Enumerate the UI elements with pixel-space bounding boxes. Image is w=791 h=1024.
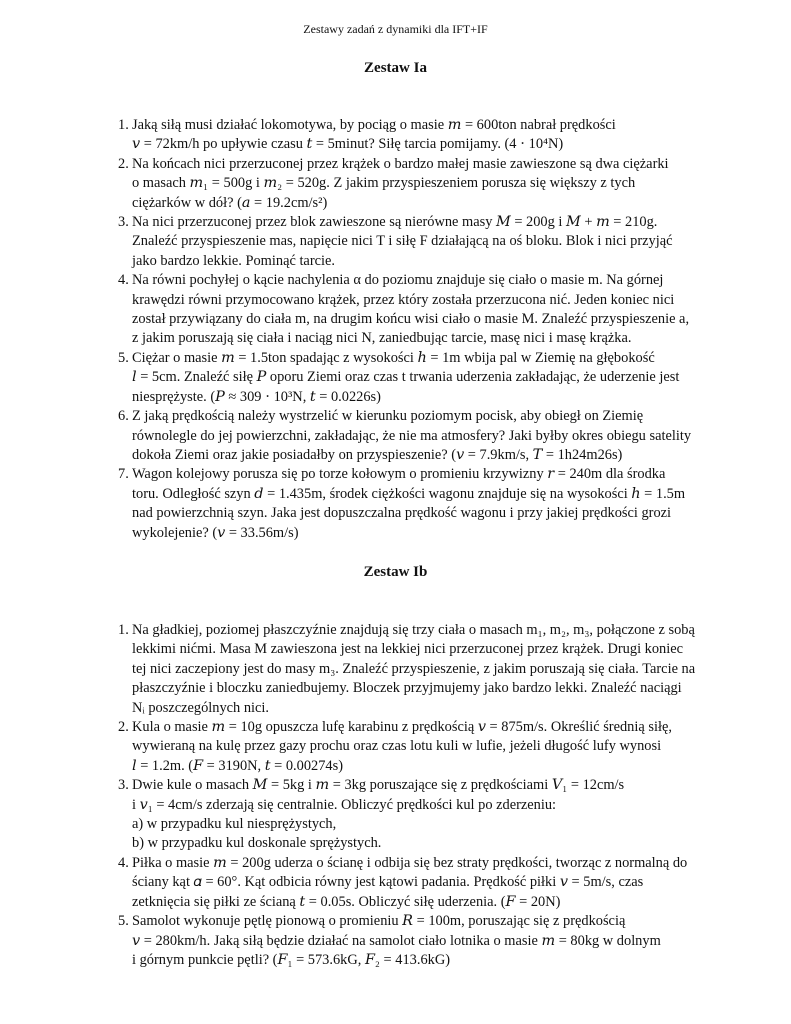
problem-number: 1.: [118, 117, 129, 133]
problem-item: [118, 718, 718, 776]
problem-line: i górnym punkcie pętli? (𝐹₁ = 573.6kG, 𝐹₂ = 413.6kG): [132, 951, 451, 968]
problem-line: został przywiązany do ciała m, na drugim końcu wisi ciało o masie M. Znaleźć przyspieszenie a,: [132, 311, 690, 328]
problem-number: 4.: [118, 272, 129, 289]
problem-line: z jakim poruszają się ciała i naciąg nici N, zaniedbując tarcie, masę nici i masę krążka.: [132, 330, 632, 347]
problem-line: dokoła Ziemi oraz jakie posiadałby on przyspieszenie? (𝑣 = 7.9km/s, 𝑇 = 1h24m26s): [132, 446, 623, 463]
problem-item: [118, 213, 718, 271]
section-title-ia: Zestaw Ia: [364, 60, 427, 76]
problem-number: 7.: [118, 466, 129, 483]
problem-line: 𝑙 = 1.2m. (𝐹 = 3190N, 𝑡 = 0.00274s): [132, 757, 344, 774]
problem-number: 6.: [118, 408, 129, 425]
problem-number: 5.: [118, 913, 129, 930]
problem-line: wywieraną na kulę przez gazy prochu oraz czas lotu kuli w lufie, jeżeli długość lufy wynosi: [132, 738, 662, 755]
problem-line: Samolot wykonuje pętlę pionową o promieniu 𝑅 = 100m, poruszając się z prędkością: [132, 913, 626, 930]
problem-number: 3.: [118, 214, 129, 231]
problem-line: lekkimi nićmi. Masa M zawieszona jest na lekkiej nici przerzuconej przez krążek. Drugi koniec: [132, 641, 684, 658]
problem-line: Wagon kolejowy porusza się po torze kołowym o promieniu krzywizny 𝑟 = 240m dla środka: [132, 466, 666, 483]
problem-list-ib: [118, 621, 718, 970]
problem-line: płaszczyźnie i bloczku zaniedbujemy. Bloczek przyjmujemy jako bardzo lekki. Znaleźć naciągi: [132, 680, 682, 697]
problem-line: nad powierzchnią szyn. Jaka jest dopuszczalna prędkość wagonu i przy jakiej prędkości grozi: [132, 505, 672, 522]
problem-number: 5.: [118, 349, 129, 366]
problem-line: ciężarków w dół? (𝑎 = 19.2cm/s²): [132, 194, 328, 211]
problem-line: o masach 𝑚₁ = 500g i 𝑚₂ = 520g. Z jakim przyspieszeniem porusza się większy z tych: [132, 175, 636, 192]
problem-item: [118, 465, 718, 543]
problem-number: 1.: [118, 622, 129, 638]
problem-line: wykolejenie? (𝑣 = 33.56m/s): [132, 524, 299, 541]
problem-line: 𝑙 = 5cm. Znaleźć siłę 𝑃 oporu Ziemi oraz czas t trwania uderzenia zakładając, że uderzenie jest: [132, 369, 680, 386]
problem-line: Na gładkiej, poziomej płaszczyźnie znajdują się trzy ciała o masach m₁, m₂, m₃, połączone z sobą: [132, 622, 695, 638]
problem-number: 3.: [118, 777, 129, 794]
problem-line: krawędzi równi przymocowano krążek, przez który została przerzucona nić. Jeden koniec nici: [132, 291, 675, 308]
problem-line: 𝑣 = 280km/h. Jaką siłą będzie działać na samolot ciało lotnika o masie 𝑚 = 80kg w dolnym: [132, 932, 661, 949]
problem-line: toru. Odległość szyn 𝑑 = 1.435m, środek ciężkości wagonu znajduje się na wysokości ℎ = 1.5m: [132, 485, 686, 502]
problem-list-ia: [118, 116, 718, 543]
problem-number: 2.: [118, 155, 129, 172]
problem-item: [118, 854, 718, 912]
problem-number: 4.: [118, 854, 129, 871]
problem-line: ściany kąt 𝛼 = 60°. Kąt odbicia równy jest kątowi padania. Prędkość piłki 𝑣 = 5m/s, czas: [132, 874, 644, 891]
problem-line: tej nici zaczepiony jest do masy m₃. Znaleźć przyspieszenie, z jakim poruszają się ciała. Tarcie na: [132, 660, 696, 677]
problem-line: jako bardzo lekkie. Pominąć tarcie.: [132, 252, 335, 269]
problem-line: zetknięcia się piłki ze ścianą 𝑡 = 0.05s. Obliczyć siłę uderzenia. (𝐹 = 20N): [132, 893, 561, 910]
problem-line: Kula o masie 𝑚 = 10g opuszcza lufę karabinu z prędkością 𝑣 = 875m/s. Określić średnią siłę,: [132, 719, 672, 736]
problem-item: [118, 912, 718, 970]
problem-line: i 𝑣₁ = 4cm/s zderzają się centralnie. Obliczyć prędkości kul po zderzeniu:: [132, 796, 557, 813]
problem-line: równolegle do jej powierzchni, zakładając, że nie ma atmosfery? Jaki byłby okres obiegu satelity: [132, 427, 692, 444]
problem-line: b) w przypadku kul doskonale sprężystych.: [132, 835, 382, 852]
problem-line: a) w przypadku kul niesprężystych,: [132, 816, 337, 833]
problem-line: 𝑣 = 72km/h po upływie czasu 𝑡 = 5minut? Siłę tarcia pomijamy. (4 ⋅ 10⁴N): [132, 136, 564, 153]
problem-line: Na nici przerzuconej przez blok zawieszone są nierówne masy 𝑀 = 200g i 𝑀 + 𝑚 = 210g.: [132, 214, 658, 231]
section-title-ib: Zestaw Ib: [363, 564, 428, 580]
problem-item: [118, 155, 718, 213]
problem-item: [118, 407, 718, 465]
problem-line: Znaleźć przyspieszenie mas, napięcie nici T i siłę F działającą na oś bloku. Blok i nici przyjąć: [132, 233, 673, 250]
problem-line: Na równi pochyłej o kącie nachylenia α do poziomu znajduje się ciało o masie m. Na górnej: [132, 272, 664, 289]
problem-line: Dwie kule o masach 𝑀 = 5kg i 𝑚 = 3kg poruszające się z prędkościami 𝑉₁ = 12cm/s: [132, 777, 625, 794]
problem-number: 2.: [118, 719, 129, 736]
problem-item: [118, 349, 718, 407]
problem-line: niesprężyste. (𝑃 ≈ 309 ⋅ 10³N, 𝑡 = 0.0226s): [132, 388, 381, 405]
problem-item: [118, 621, 718, 718]
problem-item: [118, 776, 718, 854]
problem-line: Na końcach nici przerzuconej przez krążek o bardzo małej masie zawieszone są dwa ciężarki: [132, 155, 669, 172]
problem-line: Piłka o masie 𝑚 = 200g uderza o ścianę i odbija się bez straty prędkości, tworząc z normalną do: [132, 854, 688, 871]
problem-item: [118, 271, 718, 349]
page-header: Zestawy zadań z dynamiki dla IFT+IF: [303, 22, 488, 36]
problem-line: Nᵢ poszczególnych nici.: [132, 699, 270, 716]
problem-item: [118, 116, 718, 155]
problem-line: Jaką siłą musi działać lokomotywa, by pociąg o masie 𝑚 = 600ton nabrał prędkości: [132, 117, 616, 133]
problem-line: Ciężar o masie 𝑚 = 1.5ton spadając z wysokości ℎ = 1m wbija pal w Ziemię na głębokość: [132, 349, 655, 366]
problem-line: Z jaką prędkością należy wystrzelić w kierunku poziomym pocisk, aby obiegł on Ziemię: [132, 408, 644, 425]
